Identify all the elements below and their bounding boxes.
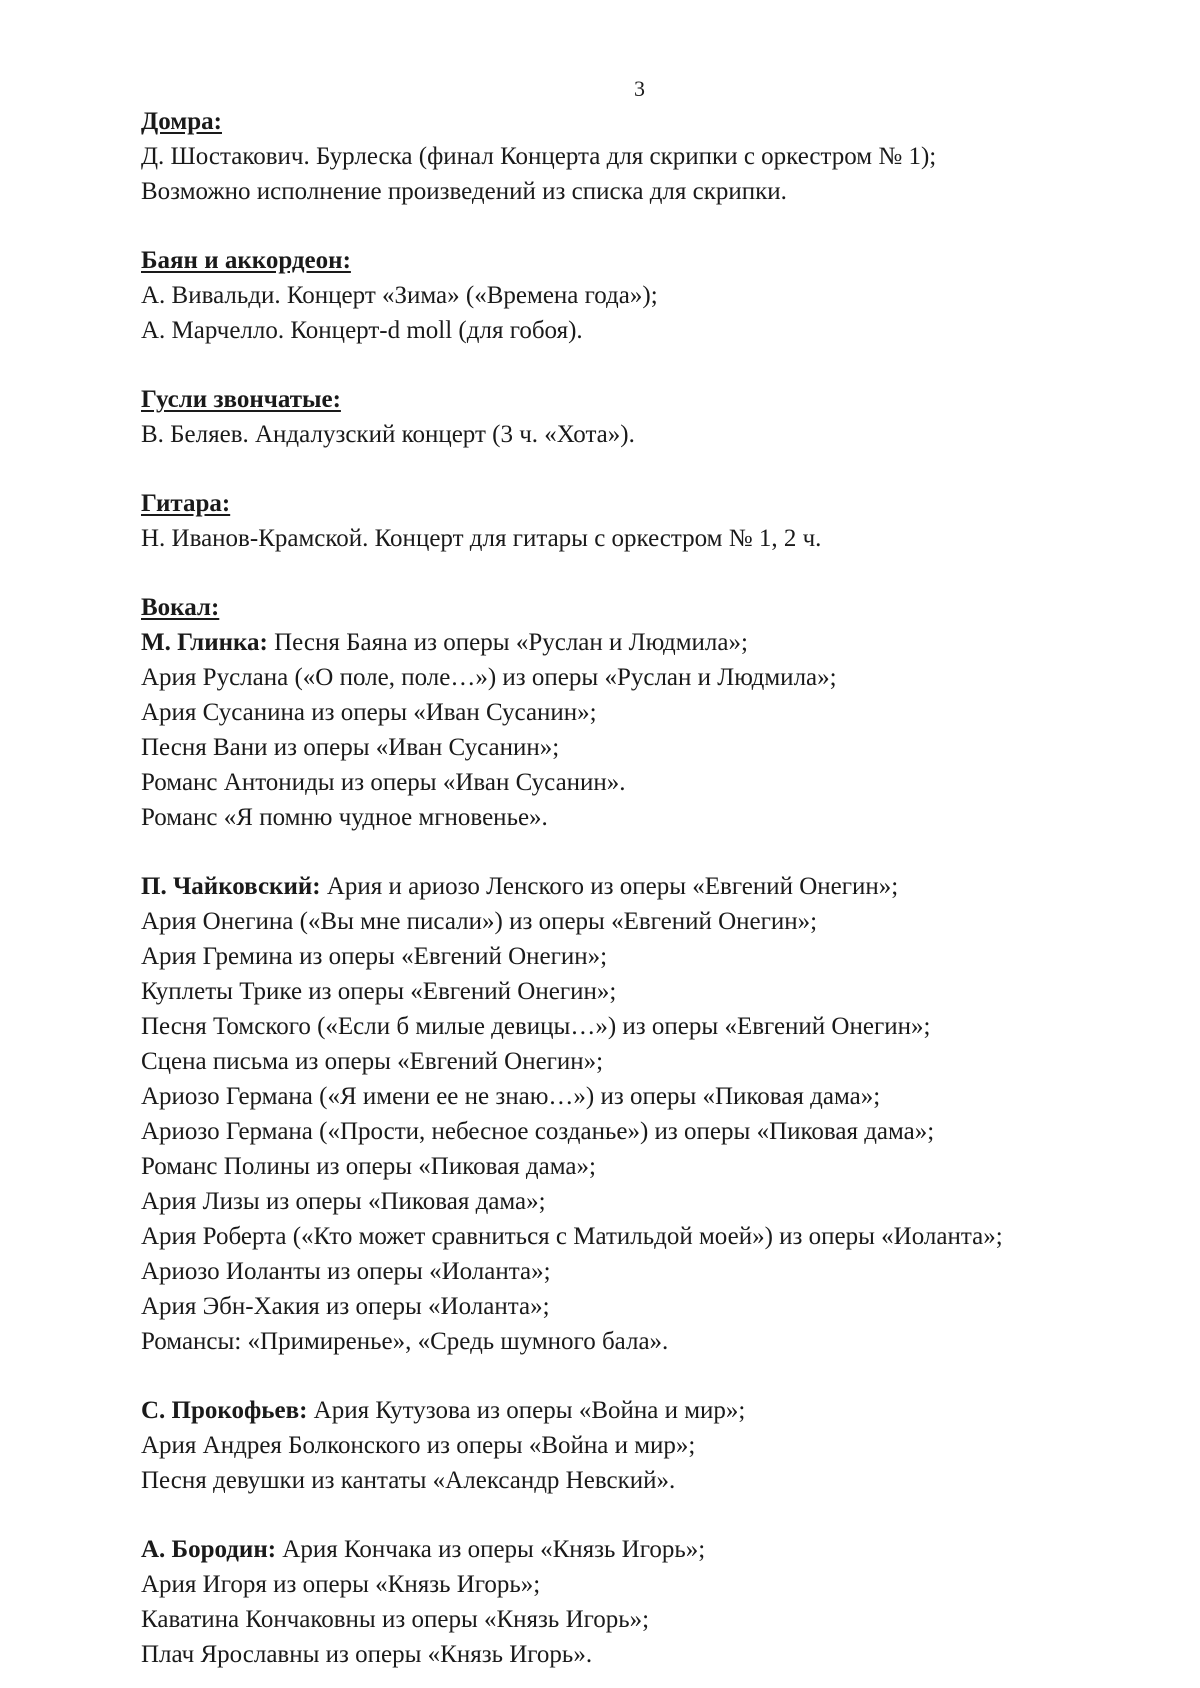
text-line: Песня Вани из оперы «Иван Сусанин»; [141,734,560,761]
text-line: Плач Ярославны из оперы «Князь Игорь». [141,1641,593,1668]
text-line: Сцена письма из оперы «Евгений Онегин»; [141,1048,604,1075]
text-line: Ариозо Иоланты из оперы «Иоланта»; [141,1258,551,1285]
text-line: Ариозо Германа («Я имени ее не знаю…») из оперы «Пиковая дама»; [141,1083,881,1110]
text-line: Ария Онегина («Вы мне писали») из оперы «Евгений Онегин»; [141,908,818,935]
section-bayan-accordion [141,243,1161,348]
text-line: Песня Томского («Если б милые девицы…») из оперы «Евгений Онегин»; [141,1013,931,1040]
text-line: Ария Роберта («Кто может сравниться с Матильдой моей») из оперы «Иоланта»; [141,1223,1003,1250]
section-vocal-borodin [141,1532,1161,1672]
text-line: Романс Полины из оперы «Пиковая дама»; [141,1153,596,1180]
composer-line [141,1393,1161,1428]
composer-name: П. Чайковский: [141,873,321,900]
section-vocal-glinka [141,590,1161,835]
composer-name: А. Бородин: [141,1536,277,1563]
text-fragment: Ария Кончака из оперы «Князь Игорь»; [276,1536,706,1563]
text-line: Возможно исполнение произведений из списка для скрипки. [141,178,787,205]
text-line: Ария Эбн-Хакия из оперы «Иоланта»; [141,1293,550,1320]
section-heading: Гусли звончатые: [141,386,341,413]
text-line: Ария Андрея Болконского из оперы «Война и мир»; [141,1432,696,1459]
text-line: Ария Руслана («О поле, поле…») из оперы «Руслан и Людмила»; [141,664,837,691]
page-number: 3 [634,76,645,101]
text-fragment: Песня Баяна из оперы «Руслан и Людмила»; [267,629,748,656]
text-line: Н. Иванов-Крамской. Концерт для гитары с оркестром № 1, 2 ч. [141,525,822,552]
section-vocal-prokofiev [141,1393,1161,1498]
section-domra [141,104,1161,209]
composer-line [141,625,1161,660]
text-line: Песня девушки из кантаты «Александр Невский». [141,1467,676,1494]
text-line: Ария Лизы из оперы «Пиковая дама»; [141,1188,546,1215]
document-body [141,104,1161,1672]
composer-line [141,869,1161,904]
text-line: Д. Шостакович. Бурлеска (финал Концерта для скрипки с оркестром № 1); [141,143,937,170]
text-line: А. Марчелло. Концерт-d moll (для гобоя). [141,317,583,344]
text-line: Куплеты Трике из оперы «Евгений Онегин»; [141,978,617,1005]
text-fragment: Ария Кутузова из оперы «Война и мир»; [307,1397,746,1424]
section-gusli [141,382,1161,452]
composer-name: С. Прокофьев: [141,1397,308,1424]
text-line: Романс Антониды из оперы «Иван Сусанин». [141,769,626,796]
text-line: Каватина Кончаковны из оперы «Князь Игорь»; [141,1606,650,1633]
composer-name: М. Глинка: [141,629,268,656]
section-heading: Гитара: [141,490,231,517]
text-line: Ария Гремина из оперы «Евгений Онегин»; [141,943,608,970]
text-line: В. Беляев. Андалузский концерт (3 ч. «Хота»). [141,421,635,448]
text-line: Ария Сусанина из оперы «Иван Сусанин»; [141,699,597,726]
composer-line [141,1532,1161,1567]
section-vocal-tchaikovsky [141,869,1161,1359]
section-heading: Домра: [141,108,222,135]
text-line: Ария Игоря из оперы «Князь Игорь»; [141,1571,541,1598]
section-guitar [141,486,1161,556]
section-heading: Вокал: [141,594,220,621]
text-line: А. Вивальди. Концерт «Зима» («Времена года»); [141,282,658,309]
text-line: Ариозо Германа («Прости, небесное созданье») из оперы «Пиковая дама»; [141,1118,935,1145]
text-line: Романсы: «Примиренье», «Средь шумного бала». [141,1328,669,1355]
text-fragment: Ария и ариозо Ленского из оперы «Евгений Онегин»; [320,873,899,900]
text-line: Романс «Я помню чудное мгновенье». [141,804,548,831]
section-heading: Баян и аккордеон: [141,247,351,274]
